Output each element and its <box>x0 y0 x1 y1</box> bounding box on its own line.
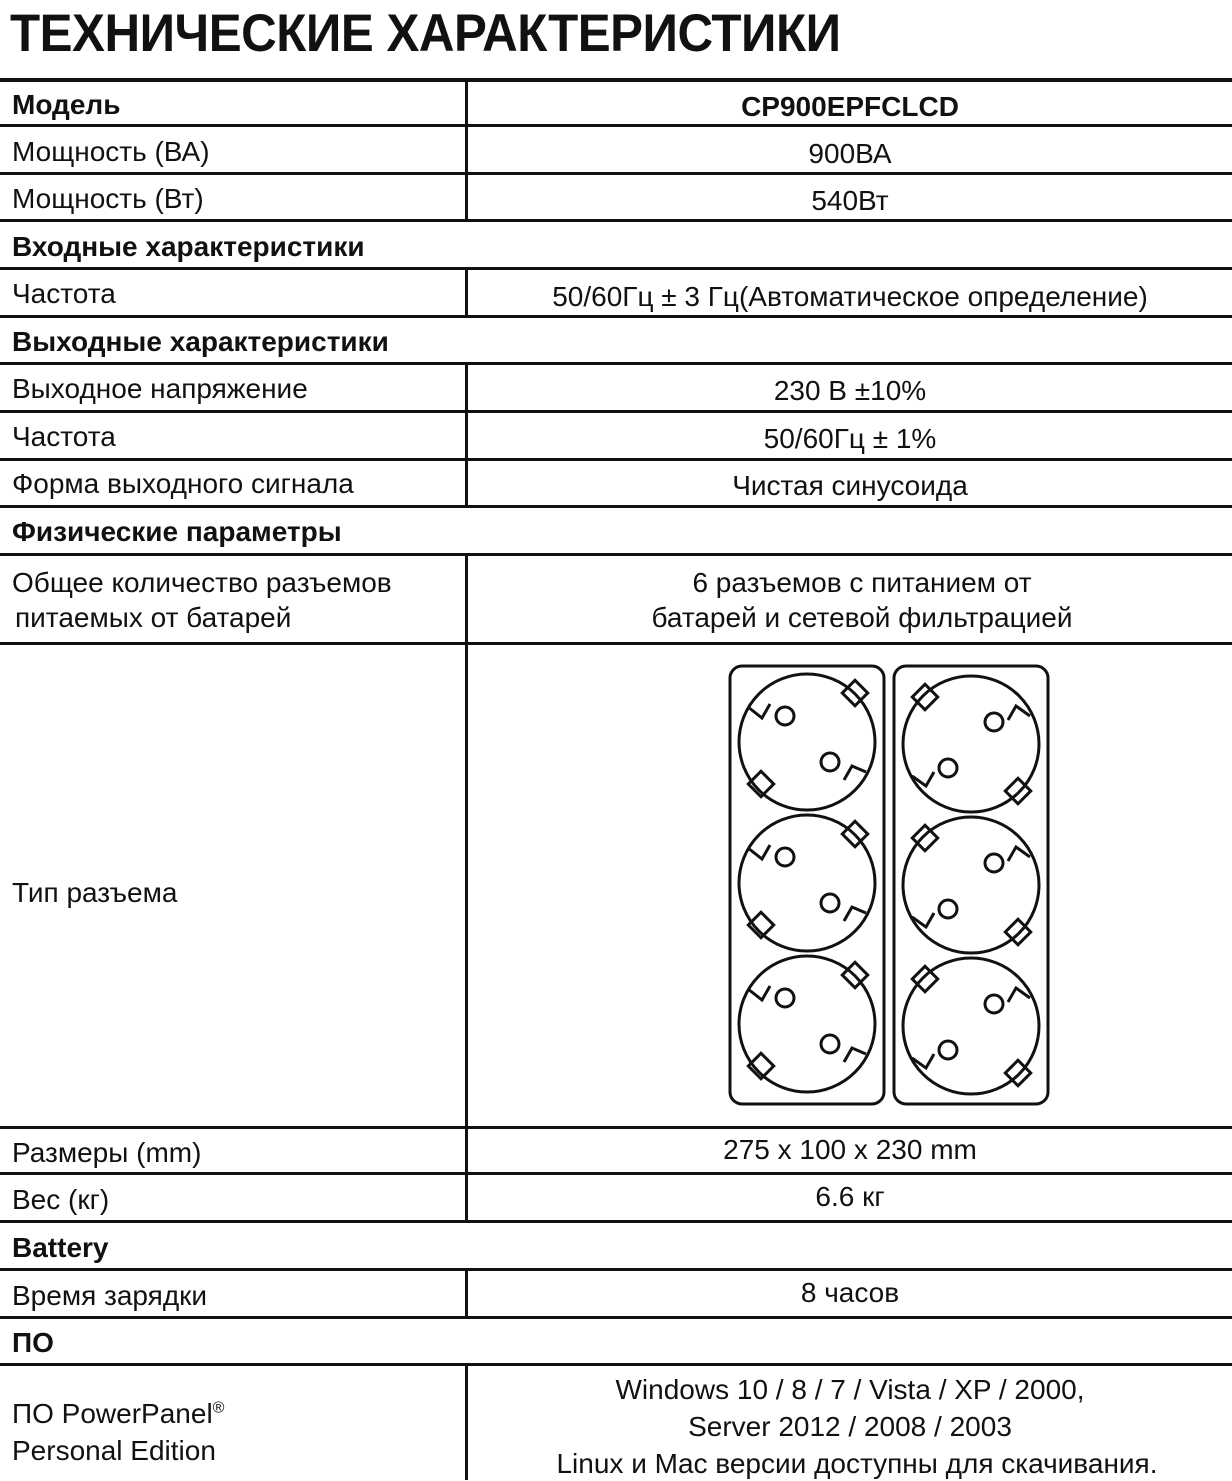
power-va-value: 900ВА <box>808 138 892 169</box>
outlets-value-2: батарей и сетевой фильтрацией <box>651 602 1073 633</box>
output-voltage-value: 230 В ±10% <box>773 375 927 406</box>
section-input: Входные характеристики <box>12 231 365 262</box>
weight-label: Вес (кг) <box>12 1184 110 1215</box>
dimensions-value: 275 x 100 x 230 mm <box>723 1134 977 1165</box>
waveform-label: Форма выходного сигнала <box>12 468 354 499</box>
divider <box>0 124 1232 127</box>
page-title: ТЕХНИЧЕСКИЕ ХАРАКТЕРИСТИКИ <box>10 4 841 63</box>
divider <box>0 219 1232 222</box>
output-frequency-label: Частота <box>12 421 116 452</box>
outlets-value-1: 6 разъемов с питанием от <box>692 567 1032 598</box>
power-va-label: Мощность (ВА) <box>12 136 210 167</box>
divider <box>0 553 1232 556</box>
software-label-2: Personal Edition <box>12 1435 216 1466</box>
divider <box>0 1316 1232 1319</box>
divider <box>0 1220 1232 1223</box>
outlets-label-1: Общее количество разъемов <box>12 567 392 598</box>
section-output: Выходные характеристики <box>12 326 389 357</box>
software-os-3: Linux и Mac версии доступны для скачивания. <box>556 1448 1158 1479</box>
schuko-socket-icon <box>726 662 1056 1107</box>
divider <box>0 1363 1232 1366</box>
divider <box>0 458 1232 461</box>
software-os-1: Windows 10 / 8 / 7 / Vista / XP / 2000, <box>615 1374 1085 1405</box>
divider <box>0 362 1232 365</box>
divider <box>0 315 1232 318</box>
output-frequency-value: 50/60Гц ± 1% <box>763 423 937 454</box>
divider <box>0 172 1232 175</box>
section-battery: Battery <box>12 1232 109 1263</box>
divider <box>0 78 1232 82</box>
section-physical: Физические параметры <box>12 516 342 547</box>
divider <box>0 505 1232 508</box>
divider <box>0 642 1232 645</box>
charge-time-label: Время зарядки <box>12 1280 208 1311</box>
output-voltage-label: Выходное напряжение <box>12 373 308 404</box>
divider <box>0 410 1232 413</box>
section-software: ПО <box>12 1327 54 1358</box>
power-w-value: 540Вт <box>811 185 889 216</box>
software-name: ПО PowerPanel <box>12 1398 213 1429</box>
dimensions-label: Размеры (mm) <box>12 1137 202 1168</box>
column-divider <box>465 553 468 1221</box>
input-frequency-label: Частота <box>12 278 116 309</box>
divider <box>0 1172 1232 1175</box>
outlets-label-2: питаемых от батарей <box>15 602 292 633</box>
divider <box>0 1126 1232 1129</box>
charge-time-value: 8 часов <box>800 1277 900 1308</box>
model-value: CP900EPFCLCD <box>741 91 959 122</box>
divider <box>0 267 1232 270</box>
weight-value: 6.6 кг <box>815 1181 885 1212</box>
software-label-1 <box>12 1397 224 1431</box>
divider <box>0 1268 1232 1271</box>
registered-mark: ® <box>212 1399 225 1417</box>
waveform-value: Чистая синусоида <box>732 470 968 501</box>
software-os-2: Server 2012 / 2008 / 2003 <box>688 1411 1012 1442</box>
outlet-type-label: Тип разъема <box>12 877 178 908</box>
model-label: Модель <box>12 89 121 120</box>
input-frequency-value: 50/60Гц ± 3 Гц(Автоматическое определение) <box>552 281 1148 312</box>
power-w-label: Мощность (Вт) <box>12 183 204 214</box>
